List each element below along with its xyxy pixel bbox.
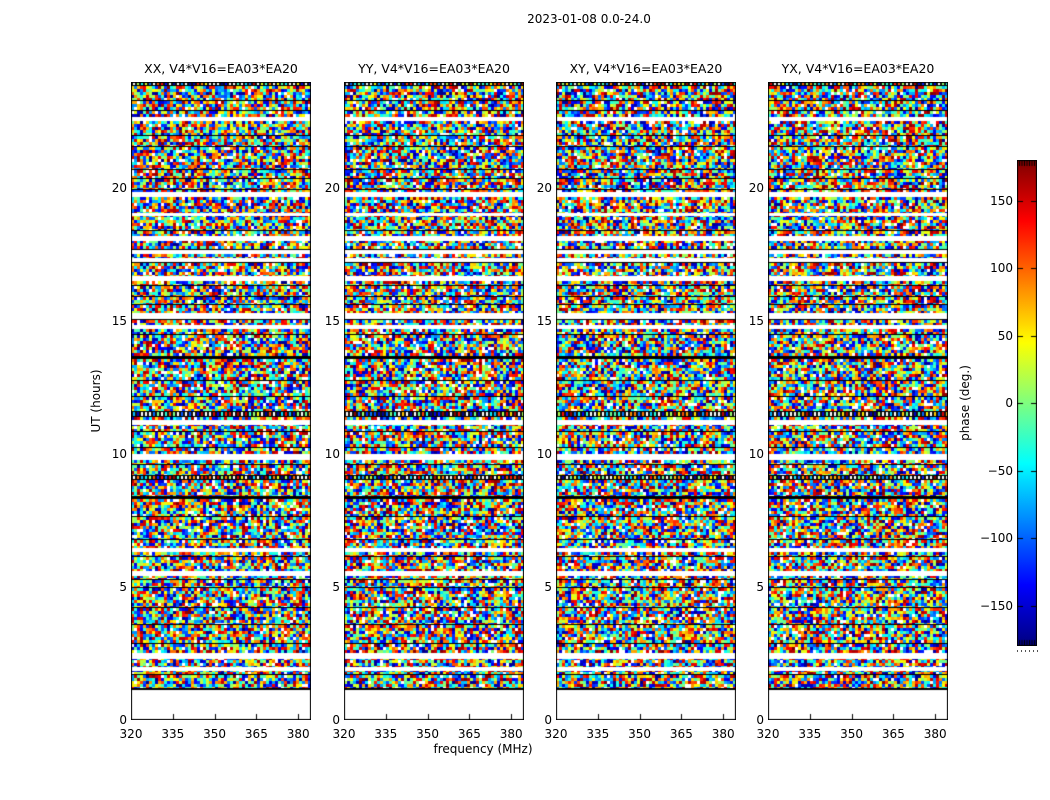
panel-xy [536,0,736,800]
x-tick-label: 320 [119,727,143,741]
colorbar-tick-label: 150 [990,193,1013,208]
y-tick-label: 10 [748,447,764,462]
colorbar-tick-label: 100 [990,261,1013,275]
y-tick-label: 0 [332,713,340,727]
y-tick-label: 20 [324,181,340,196]
panel-yy-heatmap [344,82,524,720]
panel-yx-title: YX, V4*V16=EA03*EA20 [781,61,935,76]
y-tick-label: 20 [748,181,764,196]
y-tick-label: 5 [119,580,127,595]
x-tick-label: 380 [286,727,310,741]
x-tick-label: 380 [499,727,523,741]
y-tick-label: 10 [111,447,127,462]
y-tick-label: 15 [536,314,552,329]
x-tick-label: 320 [756,727,780,741]
panel-xx-heatmap [131,82,311,720]
x-tick-label: 335 [161,727,185,741]
y-tick-label: 5 [332,580,340,595]
y-tick-label: 15 [324,314,340,329]
y-tick-label: 10 [324,447,340,462]
panel-yx [748,0,948,800]
x-tick-label: 350 [628,727,652,741]
colorbar [1017,160,1037,646]
panel-yx-heatmap [768,82,948,720]
colorbar-minor-dots [1017,650,1039,652]
colorbar-tick-label: 0 [1005,396,1013,410]
panel-yy [324,0,524,800]
x-tick-label: 365 [457,727,481,741]
panel-xx [111,0,311,800]
x-tick-label: 335 [374,727,398,741]
panel-xx-title: XX, V4*V16=EA03*EA20 [144,61,298,76]
y-tick-label: 0 [544,713,552,727]
y-tick-label: 0 [756,713,764,727]
x-tick-label: 365 [244,727,268,741]
figure-title: 2023-01-08 0.0-24.0 [527,12,651,26]
y-tick-label: 10 [536,447,552,462]
x-tick-label: 365 [881,727,905,741]
colorbar-tick-label: −100 [980,531,1013,545]
x-tick-label: 380 [711,727,735,741]
x-tick-label: 380 [923,727,947,741]
x-tick-label: 350 [840,727,864,741]
y-tick-label: 0 [119,713,127,727]
y-tick-label: 5 [756,580,764,595]
panel-xy-title: XY, V4*V16=EA03*EA20 [569,61,723,76]
colorbar-tick-label: 50 [997,328,1013,343]
y-tick-label: 20 [536,181,552,196]
colorbar-tick-label: −50 [987,463,1013,478]
panel-yy-title: YY, V4*V16=EA03*EA20 [358,61,510,76]
x-tick-label: 350 [203,727,227,741]
x-tick-label: 320 [544,727,568,741]
x-tick-label: 335 [586,727,610,741]
y-tick-label: 15 [111,314,127,329]
x-tick-label: 320 [332,727,356,741]
y-tick-label: 20 [111,181,127,196]
x-axis-label: frequency (MHz) [433,742,533,756]
colorbar-label: phase (deg.) [958,365,972,441]
y-tick-label: 5 [544,580,552,595]
panel-xy-heatmap [556,82,736,720]
colorbar-tick-label: −150 [980,598,1013,613]
x-tick-label: 335 [798,727,822,741]
x-tick-label: 365 [669,727,693,741]
y-tick-label: 15 [748,314,764,329]
x-tick-label: 350 [416,727,440,741]
y-axis-label: UT (hours) [89,369,103,433]
